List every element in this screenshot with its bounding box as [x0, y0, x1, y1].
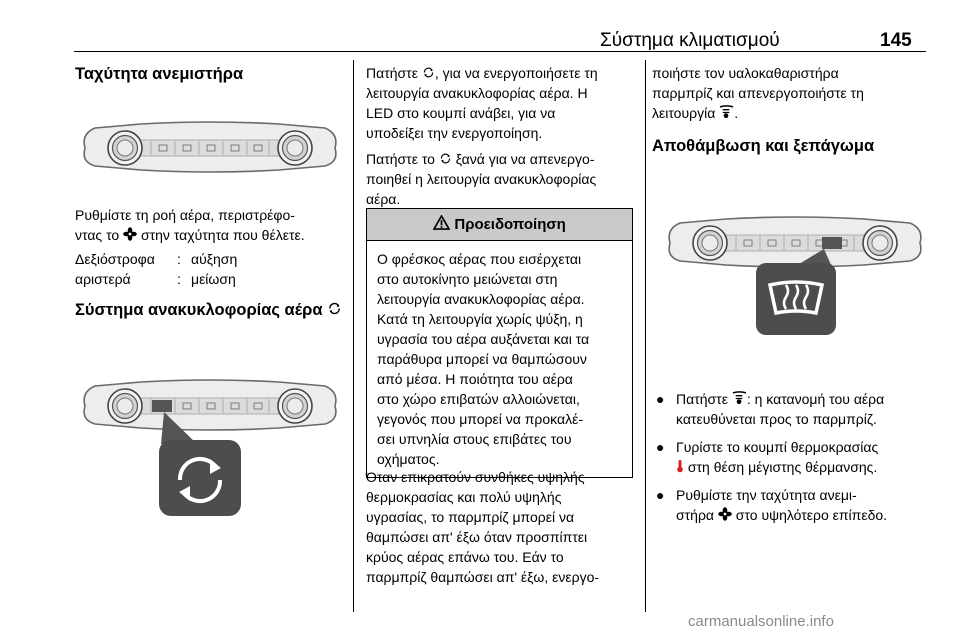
warning-header: Προειδοποίηση: [367, 209, 632, 241]
climate-panel-illustration: [79, 110, 341, 186]
watermark: carmanualsonline.info: [688, 613, 834, 630]
recirculation-icon: [422, 66, 435, 79]
fogging-line: υγρασίας, το παρμπρίζ μπορεί να: [366, 509, 575, 525]
page-number: 145: [880, 30, 912, 51]
heading-defrost: Αποθάμβωση και ξεπάγωμα: [652, 137, 875, 155]
fogging-line: θαμπώσει απ' έξω όταν προσπίπτει: [366, 529, 588, 545]
warning-triangle-icon: [433, 215, 450, 230]
column-divider: [645, 60, 646, 612]
table-label: αριστερά: [75, 271, 131, 287]
fan-speed-para-line2: ντας το στην ταχύτητα που θέλετε.: [75, 227, 305, 243]
list-item: ● Γυρίστε το κουμπί θερμοκρασίας στη θέση μέγιστης θέρμανσης.: [656, 439, 879, 475]
warning-box: [366, 208, 633, 478]
warning-line: στο χώρο επιβατών αλλοιώνεται,: [377, 391, 580, 407]
fogging-line: θερμοκρασίας και πολύ υψηλής: [366, 489, 562, 505]
warning-line: στο αυτοκίνητο μειώνεται στη: [377, 271, 558, 287]
col3-line1: ποιήστε τον υαλοκαθαριστήρα: [652, 65, 839, 81]
warning-body: [367, 241, 632, 477]
warning-line: παράθυρα μπορεί να θαμπώσουν: [377, 351, 587, 367]
column-2: [366, 63, 641, 209]
table-value: αύξηση: [191, 251, 238, 267]
defrost-button-highlight: [822, 237, 842, 249]
warning-line: Ο φρέσκος αέρας που εισέρχεται: [377, 251, 582, 267]
col3-line2: παρμπρίζ και απενεργοποιήστε τη: [652, 85, 864, 101]
warning-line: λειτουργία ανακυκλοφορίας αέρα.: [377, 291, 585, 307]
recirc-para2-line2: ποιηθεί η λειτουργία ανακυκλοφορίας: [366, 171, 597, 187]
heading-recirculation: Σύστημα ανακυκλοφορίας αέρα: [75, 299, 350, 321]
recirc-para1-line1: Πατήστε , για να ενεργοποιήσετε τη: [366, 65, 598, 81]
table-value: μείωση: [191, 271, 236, 287]
windscreen-airflow-icon: [732, 391, 747, 405]
warning-line: γεγονός που μπορεί να προκαλέ-: [377, 411, 583, 427]
recirculation-zoom-box: [159, 440, 241, 516]
defrost-steps: [652, 389, 937, 533]
column-3: [652, 63, 932, 157]
recirculation-button-highlight: [152, 400, 172, 412]
header-title: Σύστημα κλιματισμού: [600, 30, 780, 51]
list-item: ● Ρυθμίστε την ταχύτητα ανεμι- στήρα στο υψηλότερο επίπεδο.: [656, 487, 888, 523]
warning-line: σει υπνηλία στους επιβάτες του: [377, 431, 572, 447]
column-1: [75, 63, 345, 85]
recirculation-icon: [439, 152, 452, 165]
fogging-text: [366, 467, 641, 587]
recirc-para1-line4: υποδείξει την ενεργοποίηση.: [366, 125, 543, 141]
defrost-panel-illustration: [664, 205, 926, 340]
rotation-table: [75, 249, 350, 289]
col3-line3: λειτουργία .: [652, 105, 739, 121]
bullet: ●: [656, 487, 665, 503]
warning-line: από μέσα. Η ποιότητα του αέρα: [377, 371, 573, 387]
warning-line: οχήματος.: [377, 451, 440, 467]
fan-speed-para-line1: Ρυθμίστε τη ροή αέρα, περιστρέφο-: [75, 207, 295, 223]
recirculation-icon: [327, 301, 342, 316]
fogging-line: Όταν επικρατούν συνθήκες υψηλής: [366, 469, 585, 485]
table-sep: :: [177, 251, 181, 267]
windscreen-airflow-icon: [719, 105, 734, 119]
bullet: ●: [656, 439, 665, 455]
recirc-para2-line3: αέρα.: [366, 191, 401, 207]
fogging-line: παρμπρίζ θαμπώσει απ' έξω, ενεργο-: [366, 569, 600, 585]
heading-fan-speed: Ταχύτητα ανεμιστήρα: [75, 65, 244, 83]
recirc-para1-line2: λειτουργία ανακυκλοφορίας αέρα. Η: [366, 85, 588, 101]
warning-line: υγρασία του αέρα αυξάνεται και τα: [377, 331, 590, 347]
column-divider: [353, 60, 354, 612]
temperature-red-icon: [676, 459, 684, 473]
header-rule: [74, 51, 926, 52]
bullet: ●: [656, 391, 665, 407]
table-label: Δεξιόστροφα: [75, 251, 155, 267]
fogging-line: κρύος αέρας επάνω του. Εάν το: [366, 549, 564, 565]
table-sep: :: [177, 271, 181, 287]
recirculation-panel-illustration: [79, 368, 341, 518]
fan-icon: [718, 507, 732, 521]
fan-icon: [123, 227, 137, 241]
list-item: ● Πατήστε : η κατανομή του αέρα κατευθύνεται προς το παρμπρίζ.: [656, 391, 885, 427]
recirc-para2-line1: Πατήστε το ξανά για να απενεργο-: [366, 151, 595, 167]
fan-speed-text: [75, 205, 350, 321]
warning-line: Κατά τη λειτουργία χωρίς ψύξη, η: [377, 311, 583, 327]
recirc-para1-line3: LED στο κουμπί ανάβει, για να: [366, 105, 556, 121]
